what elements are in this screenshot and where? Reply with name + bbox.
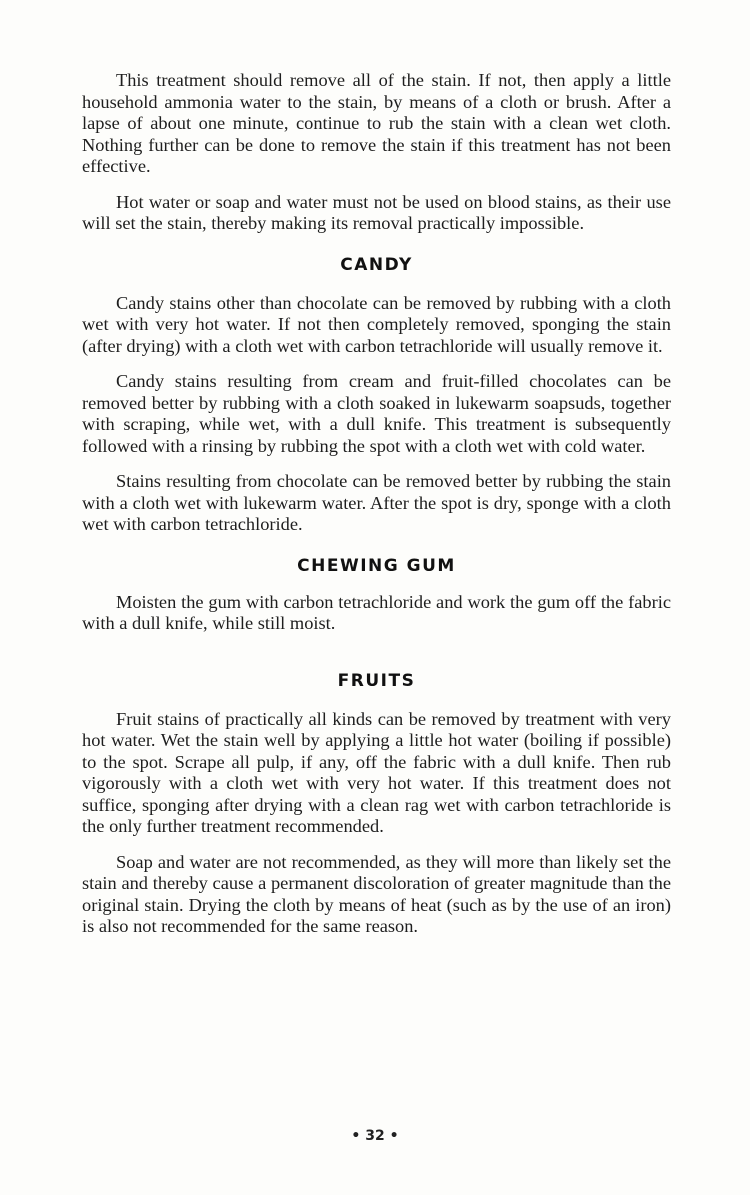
paragraph-chewing-gum: Moisten the gum with carbon tetrachloride and work the gum off the fabric with a dull knife, while still moist. (82, 591, 671, 633)
paragraph-candy-2: Candy stains resulting from cream and fruit-filled chocolates can be removed better by rubbing with a cloth soaked in lukewarm soapsuds, together with scraping, while wet, with a dull knife. This treatment is subsequently followed with a rinsing by rubbing the spot with a cloth wet with cold water. (82, 371, 671, 456)
page-number: • 32 • (351, 1128, 399, 1144)
paragraph-blood-stain-warning: Hot water or soap and water must not be used on blood stains, as their use will set the stain, thereby making its removal practically impossible. (82, 191, 671, 233)
paragraph-ammonia-treatment: This treatment should remove all of the stain. If not, then apply a little household ammonia water to the stain, by means of a cloth or brush. After a lapse of about one minute, continue to rub the stain with a clean wet cloth. Nothing further can be done to remove the stain if this treatment has not been effective. (82, 70, 671, 176)
heading-candy: CANDY (340, 254, 413, 275)
page-content (82, 70, 671, 938)
paragraph-fruits-1: Fruit stains of practically all kinds can be removed by treatment with very hot water. Wet the stain well by applying a little hot water (boiling if possible) to the spot. Scrape all pulp, if any, off the fabric with a dull knife. Then rub vigorously with a cloth wet with very hot water. If this treatment does not suffice, sponging after drying with a clean rag wet with carbon tetrachloride is the only further treatment recommended. (82, 708, 671, 836)
paragraph-candy-1: Candy stains other than chocolate can be removed by rubbing with a cloth wet with very hot water. If not then completely removed, sponging the stain (after drying) with a cloth wet with carbon tetrachloride will usually remove it. (82, 292, 671, 356)
heading-chewing-gum: CHEWING GUM (297, 555, 456, 576)
paragraph-fruits-2: Soap and water are not recommended, as they will more than likely set the stain and thereby cause a permanent discoloration of greater magnitude than the original stain. Drying the cloth by means of heat (such as by the use of an iron) is also not recommended for the same reason. (82, 851, 671, 936)
heading-fruits: FRUITS (337, 670, 416, 691)
paragraph-candy-3: Stains resulting from chocolate can be removed better by rubbing the stain with a cloth wet with lukewarm water. After the spot is dry, sponge with a cloth wet with carbon tetrachloride. (82, 471, 671, 534)
